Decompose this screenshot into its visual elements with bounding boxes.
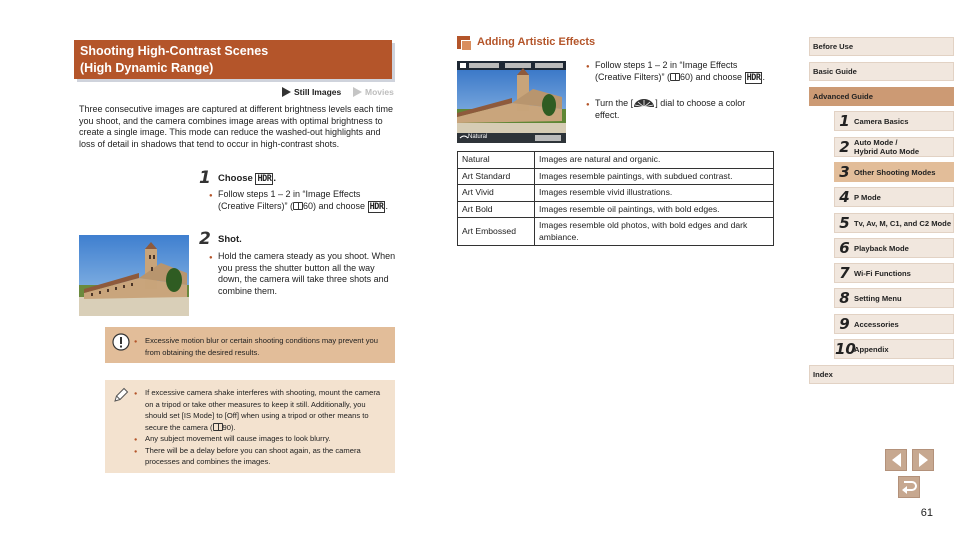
- note-box: [105, 380, 395, 473]
- effect-description-cell: Images resemble oil paintings, with bold edges.: [535, 201, 774, 218]
- note-bullet-3: ● There will be a delay before you can shoot again, as the camera processes and combines the images.: [134, 445, 389, 468]
- sidebar-chapter-7[interactable]: [834, 263, 954, 283]
- intro-text: Three consecutive images are captured at different brightness levels each time you shoot, and the camera combines image areas with optimal brightness to create a single image. This mode can reduce the washed-out highlights and loss of detail in shadows that tend to occur in high-contrast shots.: [79, 104, 394, 150]
- sidebar-chapter-6[interactable]: [834, 238, 954, 258]
- return-button[interactable]: [898, 476, 920, 498]
- chapter-label-line: P Mode: [854, 192, 881, 202]
- step-2-num: 2: [199, 229, 211, 249]
- effect-name-cell: Art Embossed: [458, 218, 535, 246]
- effects-table-body: [458, 152, 774, 246]
- chapter-label-line: Camera Basics: [854, 116, 909, 126]
- step-1-title-text: Choose: [218, 173, 253, 184]
- artistic-page-ref[interactable]: 60: [680, 71, 691, 82]
- step-2-number: [199, 229, 211, 249]
- chapter-label-line: Appendix: [854, 344, 889, 354]
- control-dial-icon: [633, 98, 655, 107]
- effects-table-row: [458, 168, 774, 185]
- effect-description-cell: Images are natural and organic.: [535, 152, 774, 169]
- chapter-number: 5: [839, 214, 850, 232]
- sidebar-chapter-8[interactable]: [834, 288, 954, 308]
- chapter-label-line: Auto Mode /: [854, 138, 898, 147]
- sidebar-index[interactable]: Index: [809, 365, 954, 384]
- previous-page-button[interactable]: [885, 449, 907, 471]
- step-1-page-ref[interactable]: 60: [303, 200, 314, 211]
- sidebar-basic-guide[interactable]: Basic Guide: [809, 62, 954, 81]
- chapter-number: 3: [839, 163, 850, 181]
- chapter-label-line-2: Hybrid Auto Mode: [854, 147, 920, 156]
- caution-text: ● Excessive motion blur or certain shooting conditions may prevent you from obtaining the desired results.: [134, 335, 389, 358]
- step-1-bullet-mid: ) and choose: [313, 200, 366, 211]
- sidebar-chapter-3[interactable]: [834, 162, 954, 182]
- sidebar-before-use[interactable]: Before Use: [809, 37, 954, 56]
- next-page-button[interactable]: [912, 449, 934, 471]
- book-ref-icon: [670, 73, 680, 81]
- lcd-effect-label: Natural: [468, 134, 488, 140]
- effect-description-cell: Images resemble vivid illustrations.: [535, 185, 774, 202]
- chapter-label: [854, 294, 902, 303]
- section-icon-overlay: [461, 40, 472, 51]
- effects-table-row: [458, 185, 774, 202]
- chapter-label: [854, 193, 881, 202]
- chapter-label: [854, 219, 951, 228]
- monastery-photo: [79, 235, 189, 316]
- still-images-triangle-icon: [282, 87, 291, 97]
- effects-table: [457, 151, 774, 246]
- chapter-number: 6: [839, 239, 850, 257]
- chapter-number: 4: [839, 188, 850, 206]
- monastery-photo-svg: [79, 235, 189, 316]
- chapter-label: [854, 244, 909, 253]
- hdr-icon: HDR: [746, 72, 761, 83]
- effect-name-cell: Natural: [458, 152, 535, 169]
- sidebar-chapter-1[interactable]: [834, 111, 954, 131]
- chapter-label: [854, 320, 899, 329]
- effect-name-cell: Art Standard: [458, 168, 535, 185]
- effects-table-row: [458, 218, 774, 246]
- chapter-number: 2: [839, 138, 850, 156]
- note-bullet-1: [134, 387, 389, 433]
- step-1-bullet-end: .: [385, 200, 388, 211]
- chapter-label: [854, 345, 889, 354]
- sidebar-chapter-9[interactable]: [834, 314, 954, 334]
- page-number: 61: [920, 507, 933, 519]
- step-2-bullet: ● Hold the camera steady as you shoot. When you press the shutter button all the way down, the camera will take three shots and combine them.: [218, 251, 396, 297]
- still-images-label: Still Images: [294, 87, 342, 97]
- chapter-label-line: Playback Mode: [854, 243, 909, 253]
- chapter-number: 9: [839, 315, 850, 333]
- page-title: [74, 40, 392, 79]
- effects-table-row: [458, 152, 774, 169]
- caution-icon: [112, 333, 130, 351]
- sidebar-chapter-4[interactable]: [834, 187, 954, 207]
- page-title-line2: (High Dynamic Range): [80, 61, 214, 75]
- pencil-icon: [112, 386, 130, 404]
- note-bullet-1-end: ).: [230, 422, 236, 432]
- return-icon: [901, 480, 917, 494]
- note-list: [134, 387, 389, 468]
- movies-triangle-icon: [353, 87, 362, 97]
- chapter-label-line: Accessories: [854, 319, 899, 329]
- effect-description-cell: Images resemble old photos, with bold edges and dark ambiance.: [535, 218, 774, 246]
- arrow-right-icon: [919, 453, 928, 467]
- hdr-icon: HDR: [257, 174, 272, 184]
- sidebar-chapter-10[interactable]: [834, 339, 954, 359]
- section-title: Adding Artistic Effects: [477, 36, 596, 48]
- step-1-title-period: .: [273, 173, 276, 184]
- chapter-label-line: Other Shooting Modes: [854, 167, 936, 177]
- sidebar-chapter-2[interactable]: [834, 137, 954, 157]
- lcd-preview: [457, 61, 566, 143]
- artistic-bullet-1: [595, 60, 765, 84]
- chapter-number: 7: [839, 264, 850, 282]
- effect-name-cell: Art Bold: [458, 201, 535, 218]
- step-1-number: [199, 168, 211, 188]
- chapter-number: 1: [839, 112, 850, 130]
- note-page-ref[interactable]: 90: [222, 422, 231, 432]
- book-ref-icon: [293, 202, 303, 210]
- chapter-label-line: Setting Menu: [854, 293, 902, 303]
- note-bullet-1-text: If excessive camera shake interferes with shooting, mount the camera on a tripod or take other measures to keep it still. Additionally, you should set [IS Mode] to [Off] when using a tripod or other means to secure the camera (: [145, 388, 381, 432]
- still-images-filter: [282, 87, 341, 97]
- effect-description-cell: Images resemble paintings, with subdued contrast.: [535, 168, 774, 185]
- chapter-label: [854, 138, 919, 156]
- effects-table-row: [458, 201, 774, 218]
- chapter-number: 8: [839, 289, 850, 307]
- chapter-number: 10: [835, 340, 856, 358]
- arrow-left-icon: [892, 453, 901, 467]
- chapter-label-line: Wi-Fi Functions: [854, 268, 911, 278]
- artistic-bullet-2-text: Turn the [: [595, 98, 634, 108]
- movies-filter: [353, 87, 394, 97]
- movies-label: Movies: [365, 87, 394, 97]
- lcd-preview-svg: [457, 61, 566, 143]
- step-2-title: Shot.: [218, 234, 242, 245]
- artistic-bullet-1-mid: ) and choose: [690, 71, 743, 82]
- step-1-num: 1: [199, 168, 211, 188]
- effect-name-cell: Art Vivid: [458, 185, 535, 202]
- sidebar-advanced-guide[interactable]: Advanced Guide: [809, 87, 954, 106]
- note-bullet-2: ● Any subject movement will cause images to look blurry.: [134, 433, 389, 445]
- chapter-label: [854, 168, 935, 177]
- sidebar-chapter-5[interactable]: [834, 213, 954, 233]
- step-1-bullet-text: Follow steps 1 – 2 in “Image Effects (Creative Filters)” (: [218, 189, 361, 211]
- chapter-label: [854, 117, 908, 126]
- artistic-bullet-2-end: ] dial to choose a color effect.: [595, 98, 746, 120]
- artistic-bullet-2: [595, 98, 765, 121]
- step-1-title: [218, 173, 276, 184]
- chapter-label-line: Tv, Av, M, C1, and C2 Mode: [854, 218, 952, 228]
- caution-box: [105, 327, 395, 363]
- step-1-bullet: [218, 189, 396, 213]
- chapter-label: [854, 269, 911, 278]
- artistic-bullet-1-end: .: [762, 71, 765, 82]
- hdr-icon: HDR: [369, 201, 384, 212]
- artistic-bullet-1-text: Follow steps 1 – 2 in “Image Effects (Creative Filters)” (: [595, 60, 738, 82]
- book-ref-icon: [213, 423, 223, 431]
- page-title-line1: Shooting High-Contrast Scenes: [80, 44, 269, 58]
